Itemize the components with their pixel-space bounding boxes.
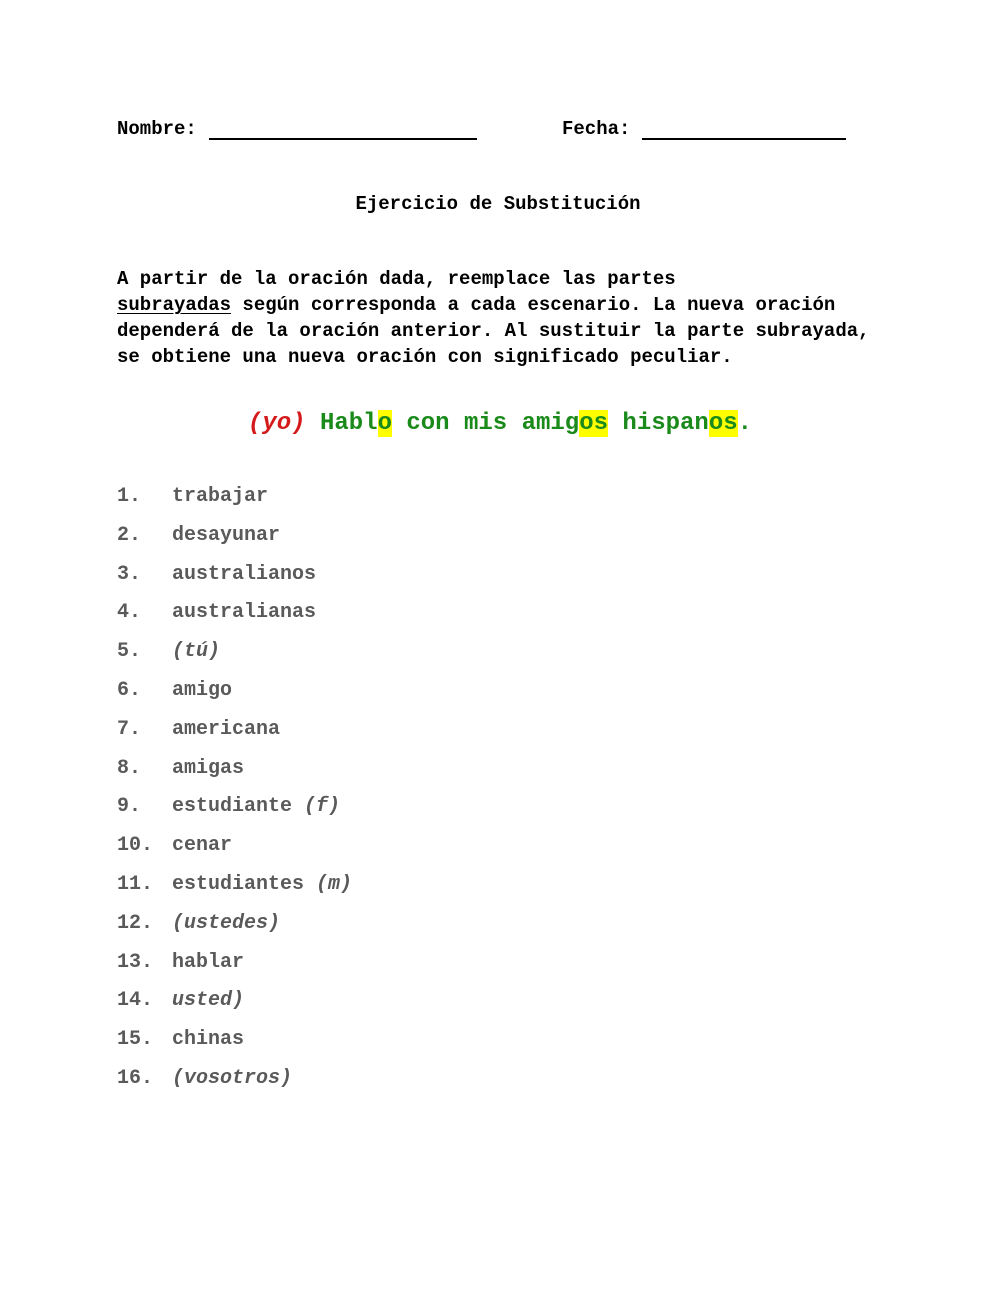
list-item-italic: usted)	[172, 989, 245, 1013]
list-item-number: 6.	[117, 678, 142, 702]
list-item-number: 10.	[117, 834, 154, 858]
list-item	[117, 951, 352, 990]
list-item-text: desayunar	[172, 523, 281, 547]
list-item	[117, 1067, 352, 1106]
list-item	[117, 679, 352, 718]
list-item-number: 8.	[117, 756, 142, 780]
model-sentence: (yo) Hablo con mis amigos hispanos.	[247, 410, 753, 437]
list-item	[117, 795, 352, 834]
list-item-text: cenar	[172, 834, 233, 858]
highlight-ending-1: o	[377, 410, 392, 437]
list-item	[117, 989, 352, 1028]
date-label: Fecha:	[562, 118, 631, 140]
list-item	[117, 912, 352, 951]
list-item-text: americana	[172, 717, 281, 741]
list-item-number: 2.	[117, 523, 142, 547]
date-blank-line[interactable]	[642, 118, 846, 140]
list-item-italic: (m)	[316, 872, 353, 896]
list-item	[117, 718, 352, 757]
list-item-number: 7.	[117, 717, 142, 741]
list-item-text: estudiante	[172, 795, 305, 819]
list-item	[117, 757, 352, 796]
list-item-number: 3.	[117, 562, 142, 586]
list-item-text: australianas	[172, 601, 317, 625]
list-item	[117, 873, 352, 912]
list-item-number: 15.	[117, 1028, 154, 1052]
instructions-text-1: A partir de la oración dada, reemplace las partes	[117, 268, 676, 290]
list-item	[117, 524, 352, 563]
list-item-number: 12.	[117, 911, 154, 935]
list-item-number: 9.	[117, 795, 142, 819]
list-item-number: 16.	[117, 1066, 154, 1090]
model-pronoun: yo	[262, 410, 292, 437]
list-item-italic: (vosotros)	[172, 1066, 293, 1090]
list-item-text: trabajar	[172, 485, 269, 508]
substitution-list	[117, 485, 352, 1106]
list-item	[117, 834, 352, 873]
list-item-number: 13.	[117, 950, 154, 974]
list-item-text: estudiantes	[172, 872, 317, 896]
name-blank-line[interactable]	[209, 118, 477, 140]
list-item-italic: (f)	[304, 795, 341, 819]
date-field	[562, 118, 846, 140]
list-item-text: hablar	[172, 950, 245, 974]
list-item-italic: (ustedes)	[172, 911, 281, 935]
page-title: Ejercicio de Substitución	[355, 193, 641, 215]
list-item-text: australianos	[172, 562, 317, 586]
list-item-number: 5.	[117, 640, 142, 664]
list-item	[117, 563, 352, 602]
instructions-paragraph	[117, 266, 877, 370]
list-item	[117, 1028, 352, 1067]
list-item	[117, 640, 352, 679]
list-item-text: amigas	[172, 756, 245, 780]
list-item-number: 4.	[117, 601, 142, 625]
highlight-ending-2: os	[579, 410, 609, 437]
list-item-number: 11.	[117, 872, 154, 896]
list-item-text: amigo	[172, 678, 233, 702]
instructions-underlined: subrayadas	[117, 294, 232, 316]
name-label: Nombre:	[117, 118, 197, 140]
list-item-italic: (tú)	[172, 640, 221, 664]
list-item-number: 14.	[117, 989, 154, 1013]
list-item-text: chinas	[172, 1028, 245, 1052]
list-item	[117, 601, 352, 640]
list-item-number: 1.	[117, 485, 142, 508]
instructions-text-2: según corresponda a cada escenario. La nueva oración dependerá de la oración anterior. Al sustituir la parte subrayada, se obtiene una nueva oración con significado peculiar.	[117, 294, 870, 368]
list-item	[117, 485, 352, 524]
highlight-ending-3: os	[708, 410, 738, 437]
name-field	[117, 118, 477, 140]
